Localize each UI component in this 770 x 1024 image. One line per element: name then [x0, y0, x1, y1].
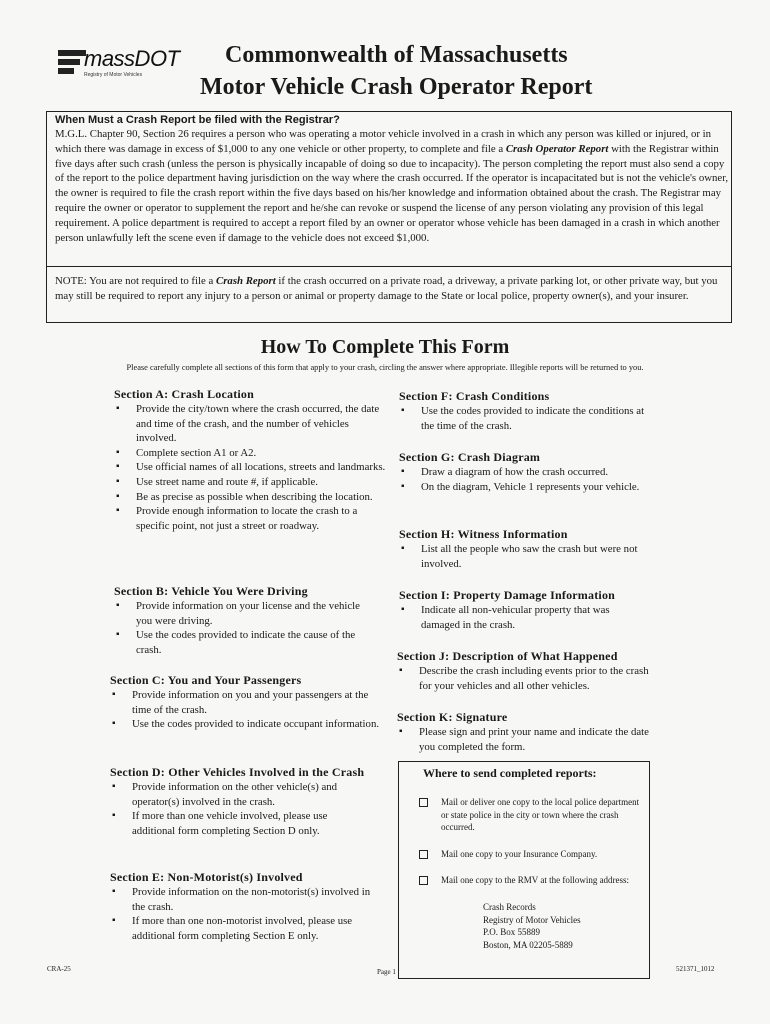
info-note: NOTE: You are not required to file a Crash Report if the crash occurred on a private road, a driveway, a private parking lot, or other private way, but you may still be required to report any injury to a person or animal or property damage to the State or local police, property owner(s), and your insurer. [55, 275, 718, 302]
logo-text: massDOT [84, 46, 180, 71]
send-reports-box: Where to send completed reports: Mail or deliver one copy to the local police department or state police in the city or town where the crash occurred. Mail one copy to your Insurance Company. Mail one copy to the RMV at the following address: Crash Records Registry of Motor Vehicles P.O. Box 55889 Boston, MA 02205-5889 [398, 761, 650, 979]
page-title-line1: Commonwealth of Massachusetts [225, 42, 568, 68]
section-k [397, 710, 659, 754]
doc-code: 521371_1012 [676, 965, 715, 973]
how-to-intro: Please carefully complete all sections of this form that apply to your crash, circling the answer where appropriate. Illegible reports will be returned to you. [126, 363, 644, 372]
section-b [114, 584, 376, 657]
how-to-title: How To Complete This Form [260, 336, 510, 358]
list-item: ▪ Use official names of all locations, streets and landmarks. [114, 460, 386, 475]
checkbox-icon[interactable] [419, 798, 428, 807]
section-title: Section H: Witness Information [399, 527, 568, 541]
list-item: ▪ Complete section A1 or A2. [114, 446, 386, 461]
section-e [110, 870, 372, 943]
list-item: ▪ Please sign and print your name and indicate the date you completed the form. [397, 725, 659, 754]
list-item: ▪ Use the codes provided to indicate the conditions at the time of the crash. [399, 404, 649, 433]
list-item: ▪ If more than one vehicle involved, please use additional form completing Section D only. [110, 809, 372, 838]
massdot-logo [50, 44, 190, 88]
section-title: Section G: Crash Diagram [399, 450, 541, 464]
section-title: Section A: Crash Location [114, 387, 254, 401]
section-j [397, 649, 659, 693]
address-line: Boston, MA 02205-5889 [483, 939, 573, 950]
checkbox-icon[interactable] [419, 876, 428, 885]
list-item: ▪ Use street name and route #, if applicable. [114, 475, 386, 490]
list-item: ▪ Provide information on the non-motorist(s) involved in the crash. [110, 885, 372, 914]
section-title: Section B: Vehicle You Were Driving [114, 584, 308, 598]
info-paragraph: M.G.L. Chapter 90, Section 26 requires a person who was operating a motor vehicle involved in a crash in which any person was killed or injured, or in which there was damage in excess of $1,000 to any one vehicle or other property, to complete and file a Crash Operator Report with the Registrar within five days after such crash (unless the person is physically incapable of doing so due to incapacity). The person completing the report must also send a copy of the report to the police department having jurisdiction on the way where the crash occurred. If the operator is incapacitated but is not the vehicle's owner, the owner is required to file the crash report within the five days based on his/her knowledge and information obtained about the crash. The Registrar may require the owner or operator to supplement the report and he/she can revoke or suspend the license of any person violating any provision of this legal requirement. A police department is required to accept a report filed by an owner or operator whose vehicle has been damaged in a crash in which another person unlawfully left the scene even if damage to the vehicle does not exceed $1,000. [55, 128, 729, 244]
list-item: ▪ Draw a diagram of how the crash occurred. [399, 465, 649, 480]
section-title: Section E: Non-Motorist(s) Involved [110, 870, 303, 884]
list-item: ▪ Indicate all non-vehicular property that was damaged in the crash. [399, 603, 649, 632]
section-title: Section I: Property Damage Information [399, 588, 616, 602]
rmv-address [483, 901, 581, 951]
send-title: Where to send completed reports: [423, 766, 597, 780]
address-line: P.O. Box 55889 [483, 927, 541, 938]
section-a [114, 387, 386, 533]
section-i [399, 588, 649, 632]
section-h [399, 527, 649, 571]
list-item: ▪ Use the codes provided to indicate the cause of the crash. [114, 628, 376, 657]
list-item: ▪ Provide information on the other vehicle(s) and operator(s) involved in the crash. [110, 780, 372, 809]
info-box [46, 111, 732, 323]
section-f [399, 389, 649, 433]
list-item: ▪ Provide information on you and your passengers at the time of the crash. [110, 688, 382, 717]
list-item: ▪ Provide the city/town where the crash occurred, the date and time of the crash, and the number of vehicles involved. [114, 402, 386, 446]
list-item: ▪ Use the codes provided to indicate occupant information. [110, 717, 382, 732]
list-item: ▪ Provide information on your license and the vehicle you were driving. [114, 599, 376, 628]
list-item: ▪ List all the people who saw the crash but were not involved. [399, 542, 649, 571]
section-d [110, 765, 372, 838]
page-number: Page 1 [377, 968, 396, 976]
list-item: ▪ Provide enough information to locate the crash to a specific point, not just a street or roadway. [114, 504, 386, 533]
list-item: ▪ On the diagram, Vehicle 1 represents your vehicle. [399, 480, 649, 495]
section-title: Section F: Crash Conditions [399, 389, 550, 403]
info-heading: When Must a Crash Report be filed with the Registrar? [55, 114, 340, 126]
section-title: Section D: Other Vehicles Involved in the Crash [110, 765, 365, 779]
info-divider [47, 266, 731, 267]
section-title: Section C: You and Your Passengers [110, 673, 302, 687]
list-item: ▪ Be as precise as possible when describing the location. [114, 490, 386, 505]
address-line: Registry of Motor Vehicles [483, 914, 581, 925]
form-code: CRA-25 [47, 965, 71, 973]
logo-subtext: Registry of Motor Vehicles [84, 72, 143, 78]
section-title: Section K: Signature [397, 710, 508, 724]
checkbox-icon[interactable] [419, 850, 428, 859]
section-title: Section J: Description of What Happened [397, 649, 618, 663]
address-line: Crash Records [483, 902, 536, 912]
section-c [110, 673, 382, 732]
section-g [399, 450, 649, 494]
list-item: ▪ If more than one non-motorist involved, please use additional form completing Section E only. [110, 914, 372, 943]
page-title-line2: Motor Vehicle Crash Operator Report [200, 74, 593, 100]
list-item: ▪ Describe the crash including events prior to the crash for your vehicles and all other vehicles. [397, 664, 659, 693]
